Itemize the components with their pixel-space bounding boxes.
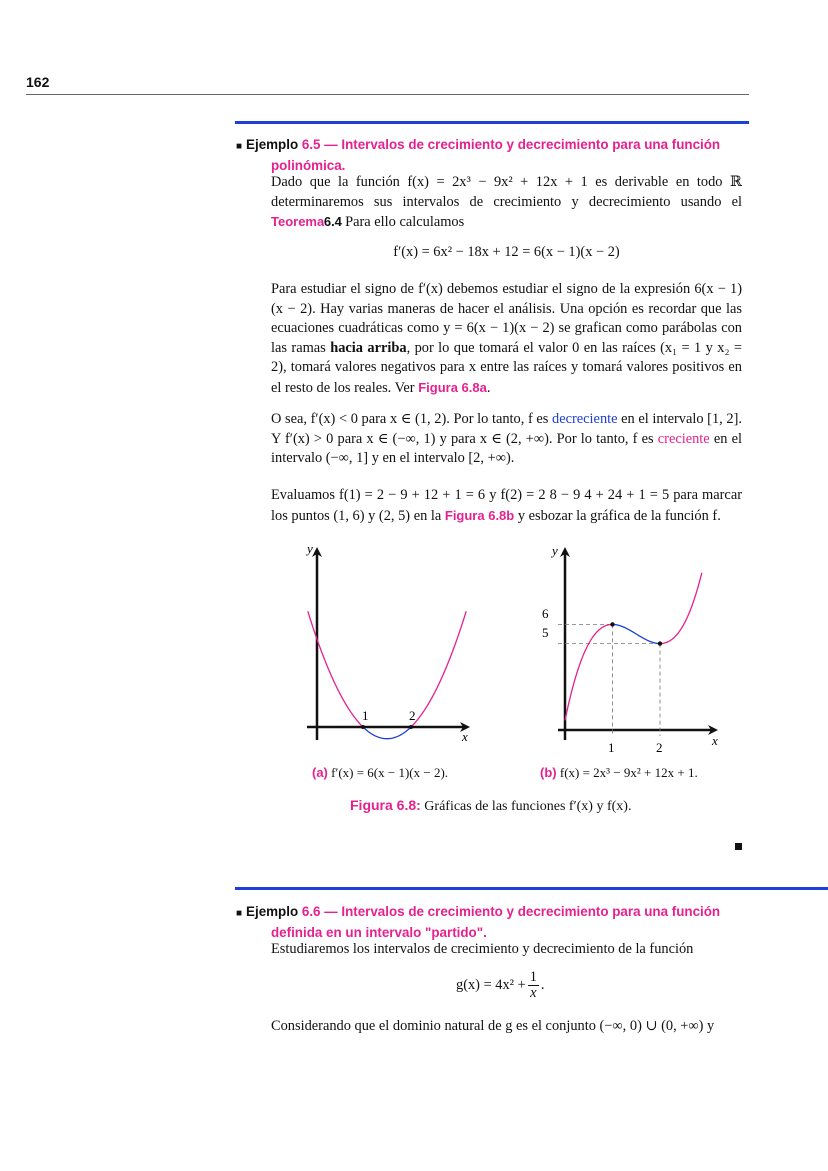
subcaption-b	[540, 765, 698, 781]
example-number[interactable]: 6.6	[301, 904, 321, 919]
figure-caption-text: Gráficas de las funciones f′(x) y f(x).	[424, 799, 632, 814]
page-number: 162	[26, 74, 50, 90]
figure-6-8b-plot	[528, 540, 728, 762]
figure-caption	[350, 797, 631, 815]
example-top-rule	[235, 121, 749, 124]
fraction-numerator: 1	[529, 969, 537, 985]
example-6-6-paragraph-1: Estudiaremos los intervalos de crecimiento y decrecimiento de la función	[271, 941, 694, 957]
example-6-6-heading	[236, 902, 756, 942]
x-tick-1: 1	[608, 740, 615, 755]
example-title-cont: definida en un intervalo "partido".	[271, 925, 487, 940]
paragraph-text: , por lo que tomará el valor 0 en las raíces (x₁ = 1 y x₂ = 2), tomará valores negativos para x entre las raíces y tomará valores positivos en el resto de los reales. Ver	[271, 339, 742, 396]
example-6-6-paragraph-2: Considerando que el dominio natural de g es el conjunto (−∞, 0) ∪ (0, +∞) y	[271, 1018, 715, 1034]
subcaption-text: f(x) = 2x³ − 9x² + 12x + 1.	[559, 765, 698, 780]
bullet-square-icon: ■	[236, 141, 243, 152]
equation-end: .	[540, 977, 545, 993]
example-6-5-paragraph-2	[271, 280, 742, 398]
paragraph-text: Para estudiar el signo de f′(x) debemos estudiar el signo de la expresión 6(x − 1)(x − 2). Hay varias maneras de hacer el análisis. Una opción es recordar que las ecuaciones cuadráticas como y = 6(x − 1)(x − 2) se grafican como parábolas con las ramas	[271, 281, 742, 356]
example-title-cont: polinómica.	[271, 158, 346, 173]
root-1-label: 1	[362, 708, 369, 723]
theorem-link[interactable]: Teorema	[271, 214, 325, 229]
example-6-5-heading	[236, 135, 756, 175]
example-6-5-paragraph-4	[271, 486, 742, 526]
subcaption-a	[312, 765, 448, 781]
fprime-negative-segment	[363, 727, 411, 739]
figure-link[interactable]: Figura 6.8b	[444, 507, 515, 523]
example-top-rule	[235, 887, 828, 890]
bold-phrase: hacia arriba	[330, 339, 407, 356]
example-6-5-paragraph-3	[271, 410, 742, 469]
x-tick-2: 2	[656, 740, 663, 755]
example-title: — Intervalos de crecimiento y decrecimiento para una función	[324, 904, 721, 919]
g-function-equation	[456, 970, 545, 1001]
figure-6-8a-plot	[295, 540, 480, 762]
decreasing-term: decreciente	[552, 411, 618, 427]
y-axis-label: y	[307, 541, 313, 556]
paragraph-text: y esbozar la gráfica de la función f.	[517, 507, 721, 524]
example-end-mark	[735, 843, 742, 850]
y-tick-5: 5	[542, 625, 549, 640]
paragraph-text: Dado que la función f(x) = 2x³ − 9x² + 12x + 1 es derivable en todo ℝ determinaremos sus intervalos de crecimiento y decrecimiento usando el	[271, 174, 742, 210]
paragraph-text: Evaluamos f(1) = 2 − 9 + 12 + 1 = 6 y f(2) = 2 8 − 9 4 + 24 + 1 = 5 para marcar los puntos (1, 6) y (2, 5) en la	[271, 487, 742, 524]
point-2-5	[658, 641, 662, 645]
theorem-number[interactable]: 6.4	[323, 214, 342, 229]
root-1-point	[361, 725, 365, 729]
subcaption-tag: (b)	[540, 765, 557, 780]
paragraph-text: en el intervalo [1, 2]. Y f′(x) > 0 para x ∈ (−∞, 1) y para x ∈ (2, +∞). Por lo tanto, f es	[271, 411, 742, 447]
increasing-term: creciente	[657, 430, 710, 447]
f-increasing-left	[565, 624, 613, 720]
x-axis-label: x	[462, 729, 468, 744]
example-label: Ejemplo	[246, 137, 299, 152]
subcaption-text: f′(x) = 6(x − 1)(x − 2).	[331, 765, 449, 780]
example-6-5-paragraph-1	[271, 173, 742, 233]
root-2-label: 2	[409, 708, 416, 723]
derivative-equation: f′(x) = 6x² − 18x + 12 = 6(x − 1)(x − 2)	[393, 244, 620, 260]
root-2-point	[409, 725, 413, 729]
paragraph-text-tail: . Para ello calculamos	[337, 214, 465, 230]
f-decreasing-segment	[613, 624, 661, 643]
y-axis-label: y	[552, 543, 558, 558]
example-title: — Intervalos de crecimiento y decrecimiento para una función	[324, 137, 721, 152]
header-rule	[26, 94, 749, 95]
example-number[interactable]: 6.5	[301, 137, 321, 152]
y-tick-6: 6	[542, 606, 549, 621]
point-1-6	[610, 622, 614, 626]
f-increasing-right	[660, 573, 702, 644]
figure-caption-tag: Figura 6.8:	[350, 797, 421, 813]
subcaption-tag: (a)	[312, 765, 328, 780]
bullet-square-icon: ■	[236, 908, 243, 919]
fraction-denominator: x	[530, 985, 537, 1001]
figure-link[interactable]: Figura 6.8a	[418, 379, 487, 395]
fraction	[528, 970, 539, 1001]
paragraph-text: O sea, f′(x) < 0 para x ∈ (1, 2). Por lo tanto, f es	[271, 411, 549, 427]
paragraph-text: en el intervalo (−∞, 1] y en el intervalo [2, +∞).	[271, 430, 742, 466]
fprime-positive-right	[411, 611, 466, 727]
period: .	[486, 379, 491, 396]
example-label: Ejemplo	[246, 904, 299, 919]
x-axis-label: x	[712, 733, 718, 748]
equation-lhs: g(x) = 4x² +	[456, 977, 526, 993]
